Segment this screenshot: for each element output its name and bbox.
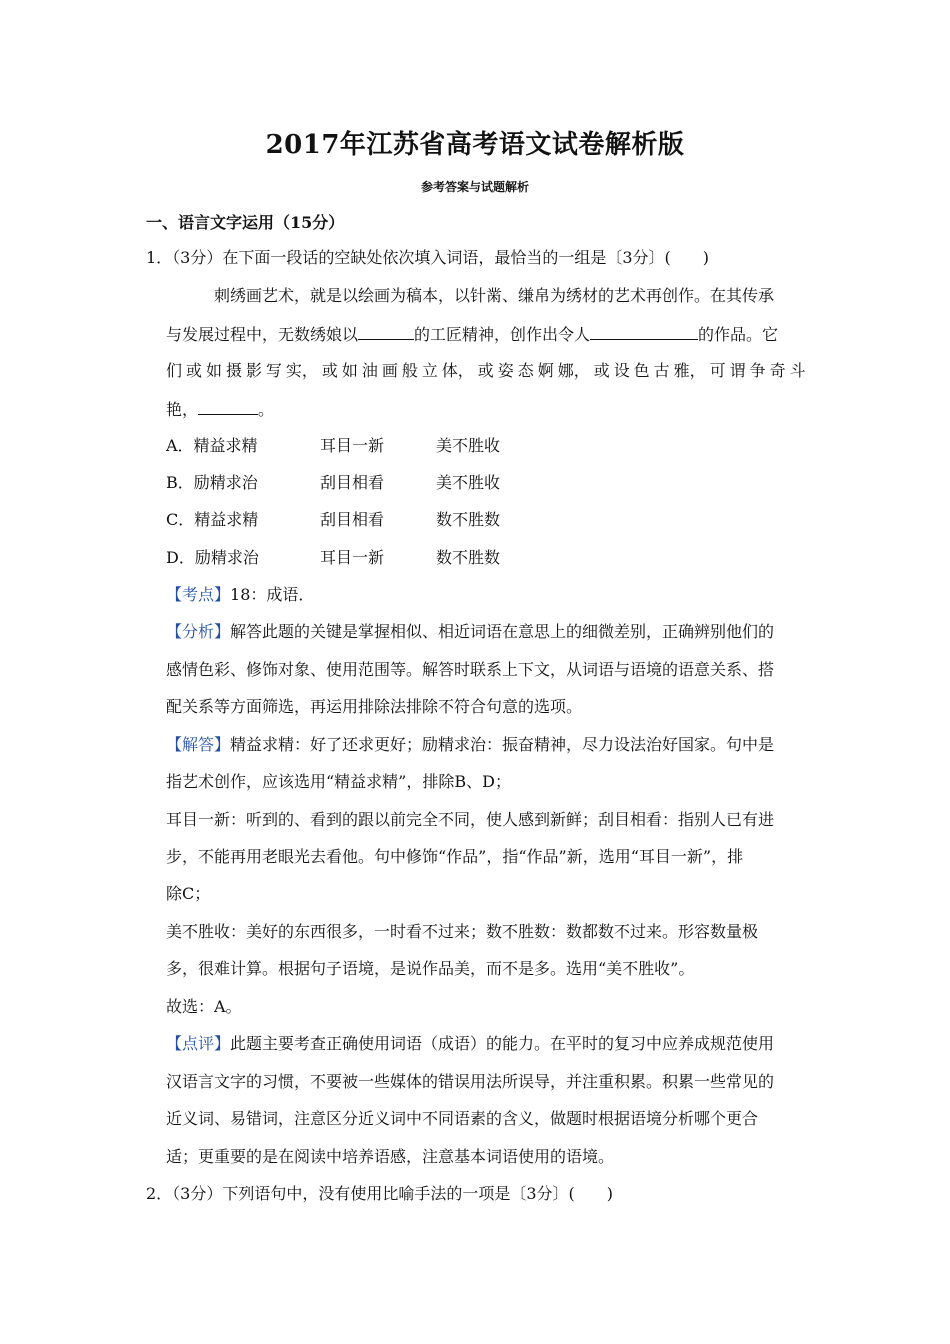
fenxi-tag: 【分析】 — [166, 622, 231, 641]
question-1-stem: 1．（3分）在下面一段话的空缺处依次填入词语，最恰当的一组是〔3分〕( ) — [146, 248, 710, 267]
dianping-line-2: 汉语言文字的习惯，不要被一些媒体的错误用法所误导，并注重积累。积累一些常见的 — [166, 1072, 775, 1091]
page-title: 2017年江苏省高考语文试卷解析版 — [265, 130, 685, 160]
kaodian-line: 【考点】18：成语． — [166, 585, 315, 604]
fenxi-line-3: 配关系等方面筛选，再运用排除法排除不符合句意的选项。 — [166, 697, 583, 716]
answer-line: 故选：A。 — [166, 997, 242, 1016]
jieda-line-6: 美不胜收：美好的东西很多，一时看不过来；数不胜数：数都数不过来。形容数量极 — [166, 922, 759, 941]
passage-line-2 — [166, 323, 806, 346]
jieda-line-3: 耳目一新：听到的、看到的跟以前完全不同，使人感到新鲜；刮目相看：指别人已有进 — [166, 810, 775, 829]
kaodian-tag: 【考点】 — [166, 585, 231, 604]
jieda-tag: 【解答】 — [166, 735, 231, 754]
document-page: 2017年江苏省高考语文试卷解析版 参考答案与试题解析 一、语言文字运用（15分） 1．（3分）在下面一段话的空缺处依次填入词语，最恰当的一组是〔3分〕( ) 刺绣画艺术，就是以绘画为稿本，以针黹、缣帛为绣材的艺术再创作。在其传承 与发展过程中，无数绣娘以 的工匠精神，创作出令人 的作品。它 们 或 如 摄 影 写 实， 或 如 油 画 般 立 体， 或 姿 态 婀 娜， 或 设 色 古 雅， 可 谓 争 奇 斗 艳， 。 A．精益求精 耳目一新 美不胜收 B．励精求治 刮目相看 美不胜收 C．精益求精 刮目相看 数不胜数 D．励精求治 耳目一新 数不胜数 【考点】18：成语． 【分析】解答此题的关键是掌握相似、相近词语在意思上的细微差别，正确辨别他们的 感情色彩、修饰对象、使用范围等。解答时联系上下文，从词语与语境的语意关系、搭 配关系等方面筛选，再运用排除法排除不符合句意的选项。 【解答】精益求精：好了还求更好；励精求治：振奋精神，尽力设法治好国家。句中是 指艺术创作，应该选用“精益求精”，排除B、D； 耳目一新：听到的、看到的跟以前完全不同，使人感到新鲜；刮目相看：指别人已有进 步，不能再用老眼光去看他。句中修饰“作品”，指“作品”新，选用“耳目一新”，排 除C； 美不胜收：美好的东西很多，一时看不过来；数不胜数：数都数不过来。形容数量极 多，很难计算。根据句子语境，是说作品美，而不是多。选用“美不胜收”。 故选：A。 【点评】此题主要考查正确使用词语（成语）的能力。在平时的复习中应养成规范使用 汉语言文字的习惯，不要被一些媒体的错误用法所误导，并注重积累。积累一些常见的 近义词、易错词，注意区分近义词中不同语素的含义，做题时根据语境分析哪个更合 适；更重要的是在阅读中培养语感，注意基本词语使用的语境。 2．（3分）下列语句中，没有使用比喻手法的一项是〔3分〕( ) — [0, 0, 950, 1344]
question-2-stem: 2．（3分）下列语句中，没有使用比喻手法的一项是〔3分〕( ) — [146, 1184, 614, 1203]
passage-line-4: 艳， 。 — [166, 400, 275, 419]
answer-blank-3 — [198, 398, 258, 415]
jieda-line-7: 多，很难计算。根据句子语境，是说作品美，而不是多。选用“美不胜收”。 — [166, 959, 695, 978]
passage-line-3: 们 或 如 摄 影 写 实， 或 如 油 画 般 立 体， 或 姿 态 婀 娜， 或 设 色 古 雅， 可 谓 争 奇 斗 — [166, 361, 806, 380]
answer-blank-1 — [358, 323, 414, 340]
passage-line-2b: 的工匠精神，创作出令人 — [414, 325, 591, 344]
dianping-line-3: 近义词、易错词，注意区分近义词中不同语素的含义，做题时根据语境分析哪个更合 — [166, 1109, 759, 1128]
jieda-line-5: 除C； — [166, 884, 211, 903]
passage-line-1: 刺绣画艺术，就是以绘画为稿本，以针黹、缣帛为绣材的艺术再创作。在其传承 — [214, 286, 775, 305]
fenxi-line-1: 【分析】解答此题的关键是掌握相似、相近词语在意思上的细微差别，正确辨别他们的 — [166, 622, 775, 641]
jieda-line-1: 【解答】精益求精：好了还求更好；励精求治：振奋精神，尽力设法治好国家。句中是 — [166, 735, 775, 754]
fenxi-line-2: 感情色彩、修饰对象、使用范围等。解答时联系上下文，从词语与语境的语意关系、搭 — [166, 660, 775, 679]
dianping-tag: 【点评】 — [166, 1034, 231, 1053]
passage-line-2a: 与发展过程中，无数绣娘以 — [166, 325, 359, 344]
passage-line-2c: 的作品。它 — [698, 325, 779, 344]
dianping-line-4: 适；更重要的是在阅读中培养语感，注意基本词语使用的语境。 — [166, 1147, 615, 1166]
jieda-line-2: 指艺术创作，应该选用“精益求精”，排除B、D； — [166, 772, 511, 791]
section-heading: 一、语言文字运用（15分） — [146, 213, 345, 232]
answer-blank-2 — [590, 323, 698, 340]
jieda-line-4: 步，不能再用老眼光去看他。句中修饰“作品”，指“作品”新，选用“耳目一新”，排 — [166, 847, 744, 866]
dianping-line-1: 【点评】此题主要考查正确使用词语（成语）的能力。在平时的复习中应养成规范使用 — [166, 1034, 775, 1053]
page-subtitle: 参考答案与试题解析 — [420, 180, 529, 194]
